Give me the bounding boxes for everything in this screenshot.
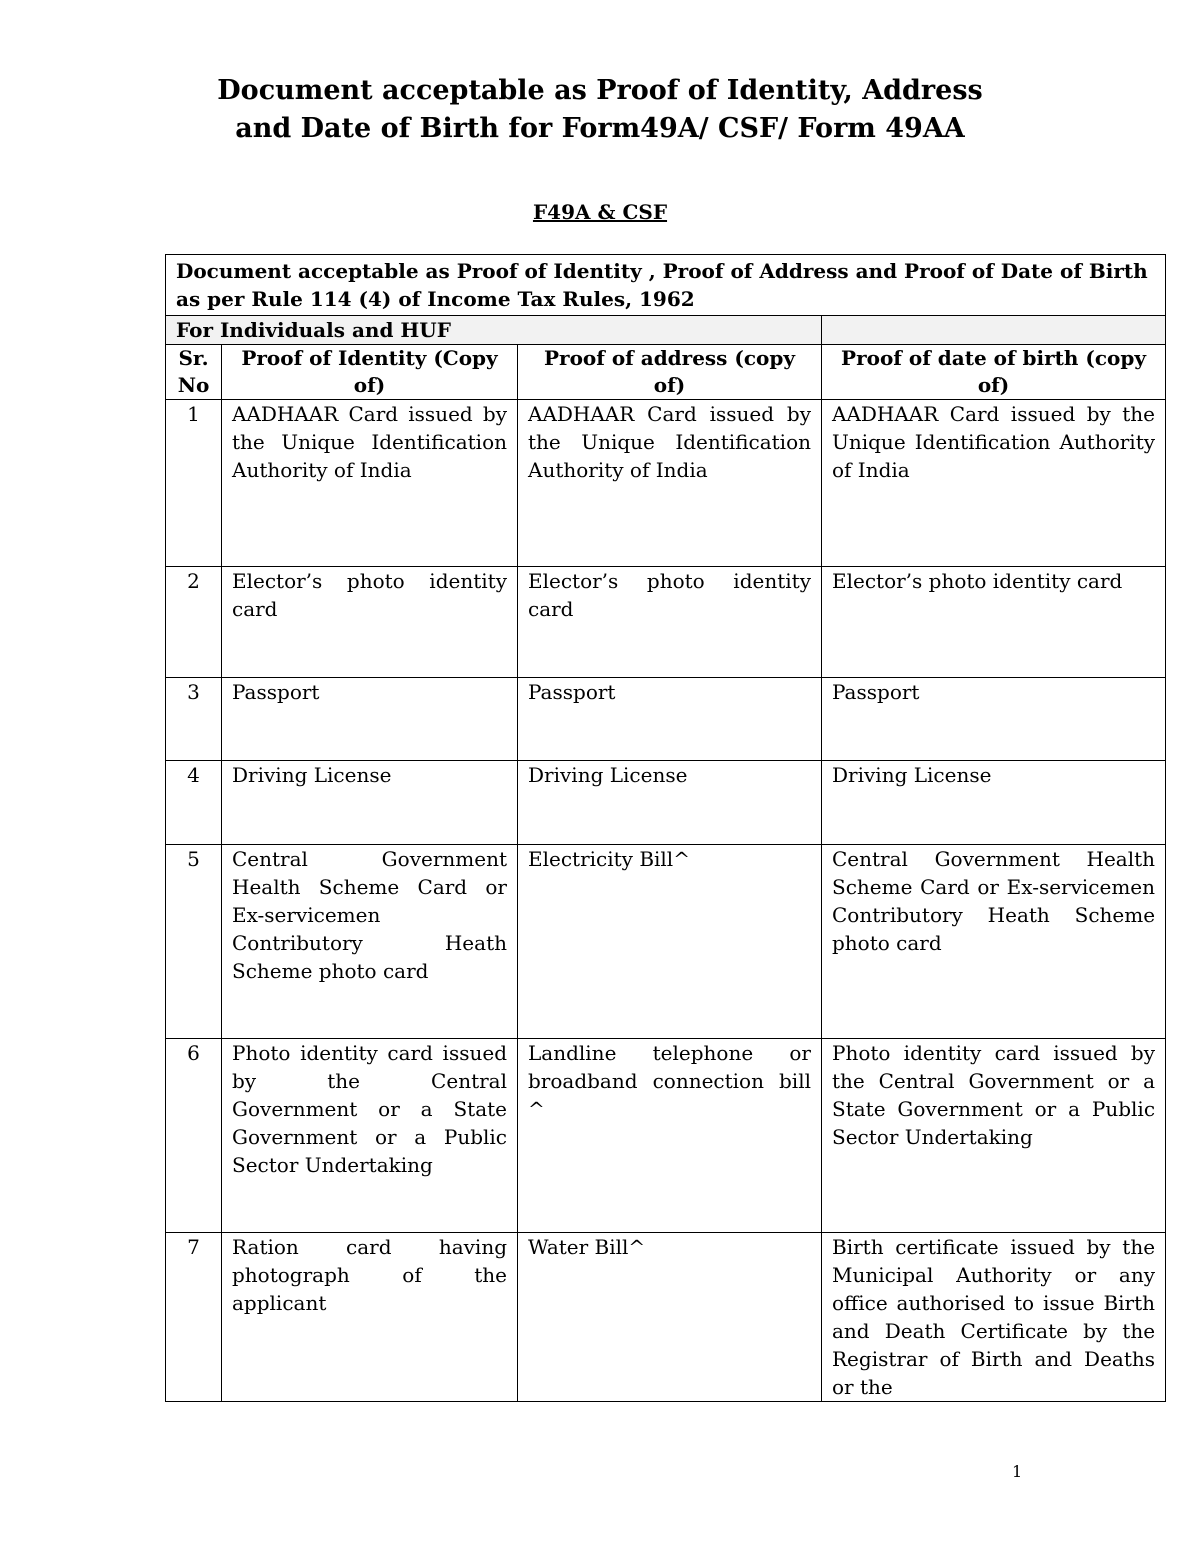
identity-cell: Passport [222,678,518,761]
group-row [166,316,1166,345]
group-label: For Individuals and HUF [166,316,822,345]
identity-cell: Ration card having photograph of the applicant [222,1233,518,1402]
group-empty-cell [822,316,1166,345]
sr-cell: 2 [166,567,222,678]
table-row [166,761,1166,845]
sr-cell: 3 [166,678,222,761]
table-row [166,400,1166,567]
table-row [166,567,1166,678]
identity-cell: AADHAAR Card issued by the Unique Identification Authority of India [222,400,518,567]
table-row [166,1039,1166,1233]
sr-cell: 5 [166,845,222,1039]
dob-cell: Elector’s photo identity card [822,567,1166,678]
table-row [166,678,1166,761]
identity-cell: Photo identity card issued by the Central Government or a State Government or a Public Sector Undertaking [222,1039,518,1233]
dob-cell: Driving License [822,761,1166,845]
column-header-identity: Proof of Identity (Copy of) [222,345,518,400]
address-cell: Passport [518,678,822,761]
dob-cell: Birth certificate issued by the Municipal Authority or any office authorised to issue Birth and Death Certificate by the Registrar of Birth and Deaths or the [822,1233,1166,1402]
address-cell: Elector’s photo identity card [518,567,822,678]
address-cell: Water Bill^ [518,1233,822,1402]
table-caption-row [166,255,1166,316]
document-title-line-2: and Date of Birth for Form49A/ CSF/ Form 49AA [235,113,965,144]
address-cell: Driving License [518,761,822,845]
column-header-sr: Sr. No [166,345,222,400]
dob-cell: Photo identity card issued by the Central Government or a State Government or a Public Sector Undertaking [822,1039,1166,1233]
sr-cell: 1 [166,400,222,567]
address-cell: Landline telephone or broadband connection bill ^ [518,1039,822,1233]
sr-cell: 4 [166,761,222,845]
address-cell: Electricity Bill^ [518,845,822,1039]
table-row [166,845,1166,1039]
document-title [0,72,1200,148]
identity-cell: Central Government Health Scheme Card or Ex-servicemen Contributory Heath Scheme photo card [222,845,518,1039]
proof-documents-table [165,254,1166,1402]
identity-cell: Elector’s photo identity card [222,567,518,678]
dob-cell: Passport [822,678,1166,761]
column-header-dob: Proof of date of birth (copy of) [822,345,1166,400]
sr-cell: 6 [166,1039,222,1233]
section-heading: F49A & CSF [532,200,668,224]
column-header-address: Proof of address (copy of) [518,345,822,400]
dob-cell: Central Government Health Scheme Card or Ex-servicemen Contributory Heath Scheme photo card [822,845,1166,1039]
page-number: 1 [1012,1462,1023,1481]
table-caption: Document acceptable as Proof of Identity , Proof of Address and Proof of Date of Birth as per Rule 114 (4) of Income Tax Rules, 1962 [166,255,1166,316]
column-header-row [166,345,1166,400]
address-cell: AADHAAR Card issued by the Unique Identification Authority of India [518,400,822,567]
document-title-line-1: Document acceptable as Proof of Identity, Address [217,75,983,106]
dob-cell: AADHAAR Card issued by the Unique Identification Authority of India [822,400,1166,567]
table-row [166,1233,1166,1402]
sr-cell: 7 [166,1233,222,1402]
identity-cell: Driving License [222,761,518,845]
